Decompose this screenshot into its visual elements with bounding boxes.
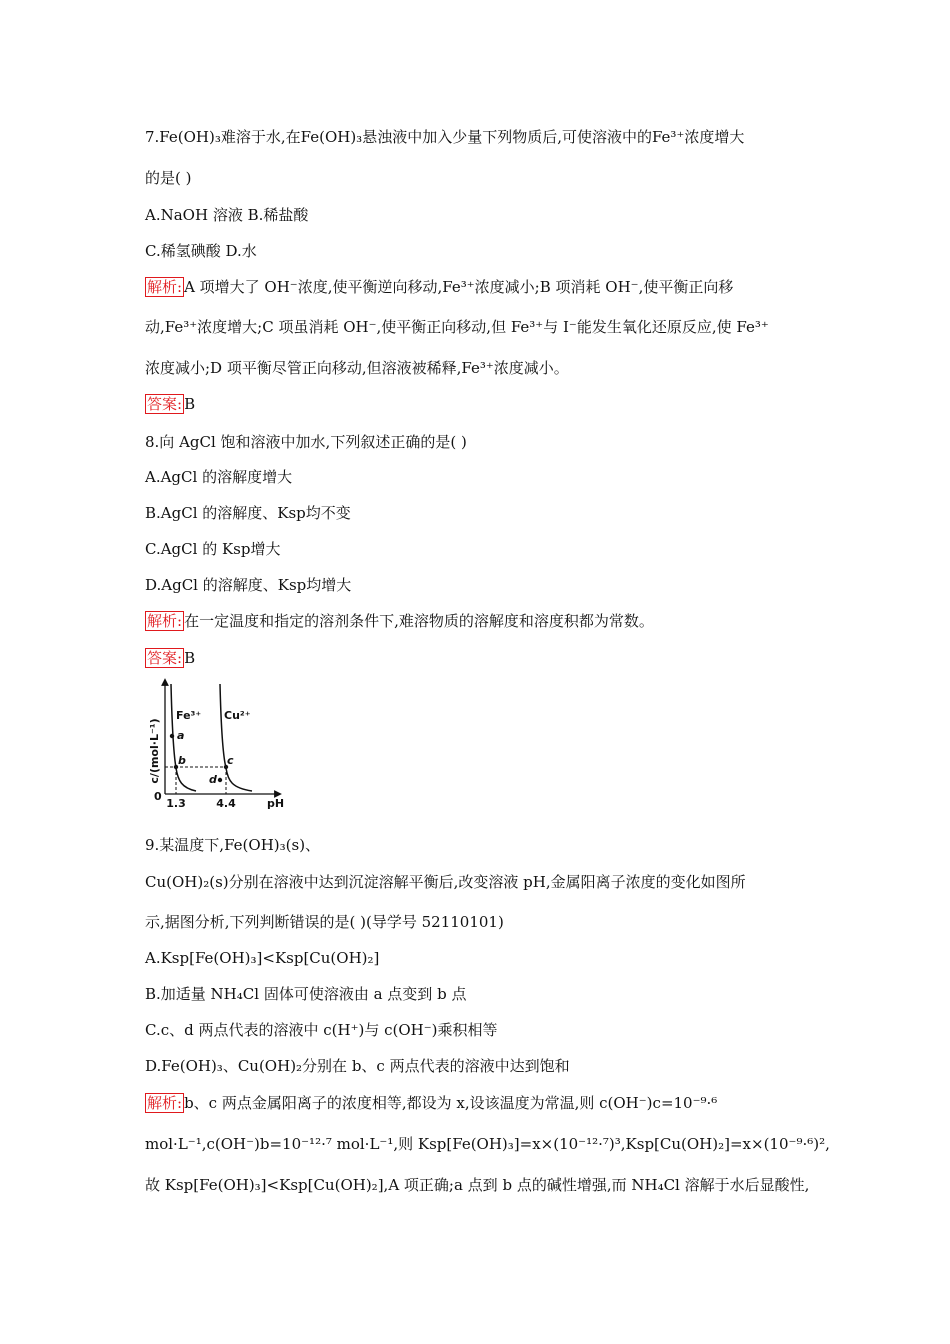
q9-option-d: D.Fe(OH)₃、Cu(OH)₂分别在 b、c 两点代表的溶液中达到饱和 bbox=[145, 1057, 570, 1075]
q9-analysis-line3: 故 Ksp[Fe(OH)₃]<Ksp[Cu(OH)₂],A 项正确;a 点到 b 点的碱性增强,而 NH₄Cl 溶解于水后显酸性, bbox=[145, 1176, 810, 1194]
q7-analysis-text1: A 项增大了 OH⁻浓度,使平衡逆向移动,Fe³⁺浓度减小;B 项消耗 OH⁻,使平衡正向移 bbox=[184, 278, 734, 296]
point-a-label: a bbox=[177, 729, 185, 742]
q7-analysis-line1 bbox=[145, 277, 733, 297]
q8-analysis-line bbox=[145, 611, 654, 631]
q7-options-cd: C.稀氢碘酸 D.水 bbox=[145, 242, 257, 260]
q8-option-b: B.AgCl 的溶解度、Ksp均不变 bbox=[145, 504, 351, 522]
q9-stem: 9.某温度下,Fe(OH)₃(s)、 bbox=[145, 836, 321, 854]
q7-stem-cont: 的是( ) bbox=[145, 169, 192, 187]
q9-analysis-line1 bbox=[145, 1093, 717, 1113]
solubility-figure bbox=[140, 676, 285, 811]
q8-analysis-text: 在一定温度和指定的溶剂条件下,难溶物质的溶解度和溶度积都为常数。 bbox=[184, 612, 654, 630]
fe-curve-label: Fe³⁺ bbox=[176, 709, 202, 722]
point-d-label: d bbox=[209, 773, 217, 786]
y-axis-label: c/(mol·L⁻¹) bbox=[148, 718, 161, 784]
origin-label: 0 bbox=[154, 790, 162, 803]
q8-option-a: A.AgCl 的溶解度增大 bbox=[145, 468, 293, 486]
x-tick-2: 4.4 bbox=[216, 797, 236, 810]
q7-answer-line bbox=[145, 394, 195, 414]
q7-answer-tag: 答案: bbox=[147, 395, 183, 413]
q9-stem-cont1: Cu(OH)₂(s)分别在溶液中达到沉淀溶解平衡后,改变溶液 pH,金属阳离子浓度的变化如图所 bbox=[145, 873, 746, 891]
point-a bbox=[170, 734, 174, 738]
q9-option-a: A.Ksp[Fe(OH)₃]<Ksp[Cu(OH)₂] bbox=[145, 949, 380, 967]
x-tick-1: 1.3 bbox=[166, 797, 186, 810]
q7-answer: B bbox=[184, 395, 196, 413]
point-c-label: c bbox=[227, 754, 234, 767]
q9-analysis-tag: 解析: bbox=[147, 1094, 183, 1112]
q8-answer: B bbox=[184, 649, 196, 667]
point-d bbox=[218, 778, 222, 782]
q9-stem-cont2: 示,据图分析,下列判断错误的是( )(导学号 52110101) bbox=[145, 913, 504, 931]
q7-options-ab: A.NaOH 溶液 B.稀盐酸 bbox=[145, 206, 309, 224]
q9-analysis-line2: mol·L⁻¹,c(OH⁻)b=10⁻¹²·⁷ mol·L⁻¹,则 Ksp[Fe(OH)₃]=x×(10⁻¹²·⁷)³,Ksp[Cu(OH)₂]=x×(10⁻⁹·⁶)², bbox=[145, 1135, 830, 1153]
q7-stem: 7.Fe(OH)₃难溶于水,在Fe(OH)₃悬浊液中加入少量下列物质后,可使溶液中的Fe³⁺浓度增大 bbox=[145, 128, 745, 146]
q8-option-d: D.AgCl 的溶解度、Ksp均增大 bbox=[145, 576, 352, 594]
q9-analysis-text1: b、c 两点金属阳离子的浓度相等,都设为 x,设该温度为常温,则 c(OH⁻)c=10⁻⁹·⁶ bbox=[184, 1094, 718, 1112]
point-b-label: b bbox=[178, 754, 186, 767]
q8-stem: 8.向 AgCl 饱和溶液中加水,下列叙述正确的是( ) bbox=[145, 433, 467, 451]
cu-curve bbox=[220, 684, 252, 791]
q9-option-c: C.c、d 两点代表的溶液中 c(H⁺)与 c(OH⁻)乘积相等 bbox=[145, 1021, 498, 1039]
q9-option-b: B.加适量 NH₄Cl 固体可使溶液由 a 点变到 b 点 bbox=[145, 985, 467, 1003]
q7-analysis-tag: 解析: bbox=[147, 278, 183, 296]
x-axis-label: pH bbox=[267, 797, 285, 810]
cu-curve-label: Cu²⁺ bbox=[224, 709, 251, 722]
q8-analysis-tag: 解析: bbox=[147, 612, 183, 630]
q7-analysis-line2: 动,Fe³⁺浓度增大;C 项虽消耗 OH⁻,使平衡正向移动,但 Fe³⁺与 I⁻能发生氧化还原反应,使 Fe³⁺ bbox=[145, 318, 769, 336]
q8-answer-tag: 答案: bbox=[147, 649, 183, 667]
q8-answer-line bbox=[145, 648, 195, 668]
q7-analysis-line3: 浓度减小;D 项平衡尽管正向移动,但溶液被稀释,Fe³⁺浓度减小。 bbox=[145, 359, 569, 377]
q8-option-c: C.AgCl 的 Ksp增大 bbox=[145, 540, 281, 558]
